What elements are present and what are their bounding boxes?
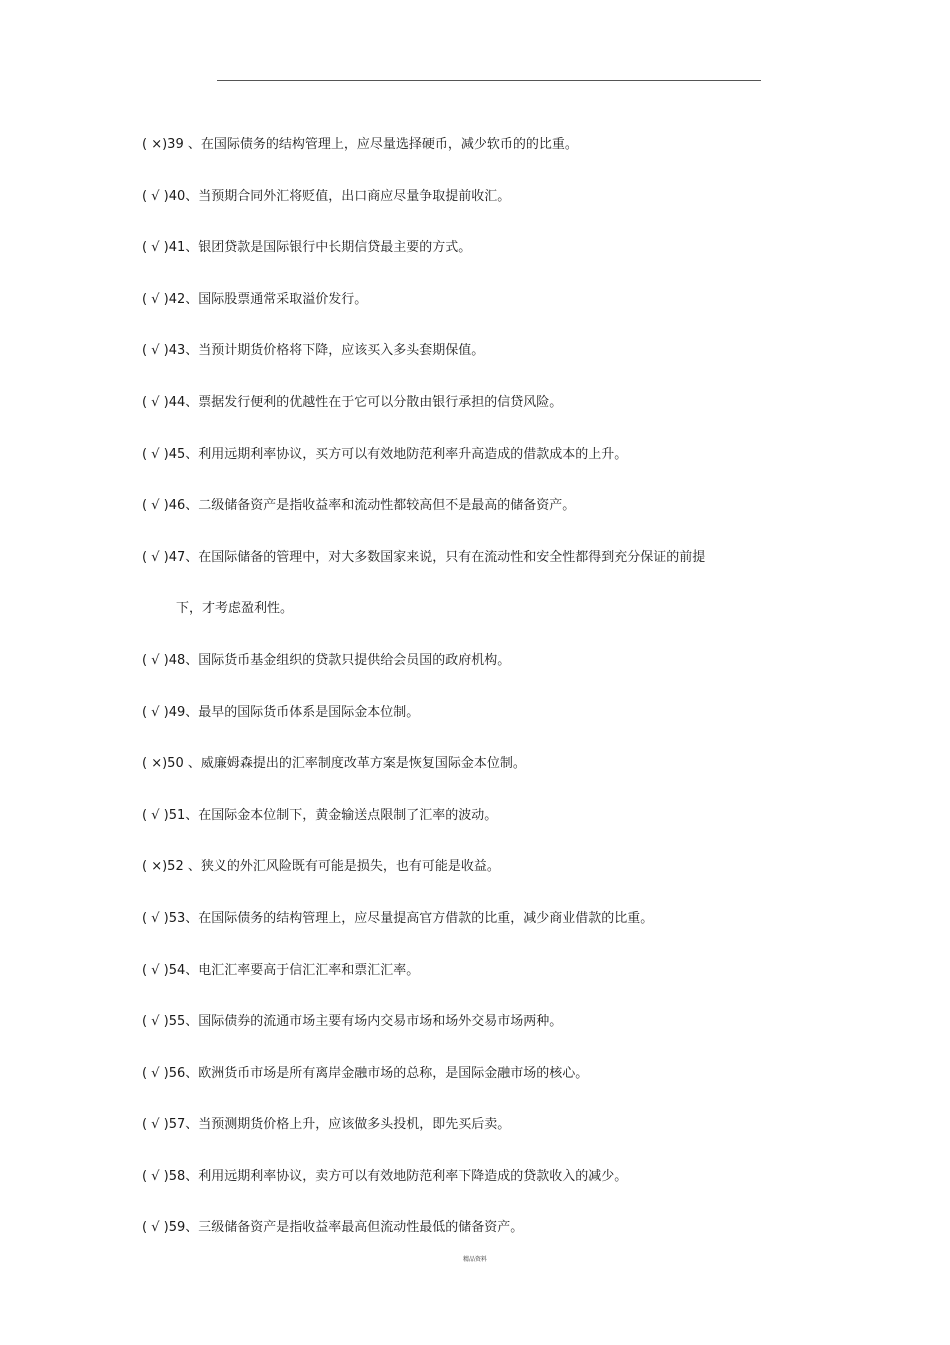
answer-mark: ( ×) [142,859,168,875]
separator: 、 [185,291,199,307]
question-number: 47 [168,549,186,565]
list-item [142,649,782,701]
question-text: 二级储备资产是指收益率和流动性都较高但不是最高的储备资产。 [198,498,576,514]
list-item [142,804,782,856]
list-item [142,185,782,237]
separator: 、 [185,1065,199,1081]
question-text: 电汇汇率要高于信汇汇率和票汇汇率。 [198,962,420,978]
list-item [142,288,782,340]
answer-mark: ( ×) [142,756,168,772]
question-list [142,133,782,1268]
question-number: 39 [167,137,184,152]
question-number: 43 [168,343,186,359]
list-item [142,1010,782,1062]
question-number: 56 [168,1065,186,1081]
separator: 、 [183,756,201,772]
list-item [142,701,782,753]
list-item [142,236,782,288]
separator: 、 [185,394,199,410]
question-text: 当预计期货价格将下降，应该买入多头套期保值。 [198,343,485,359]
list-item [142,752,782,804]
answer-mark: ( √ ) [142,498,169,514]
question-number: 54 [168,962,186,978]
question-number: 59 [168,1220,186,1236]
list-item [142,1165,782,1217]
separator: 、 [185,1014,199,1030]
list-item [142,391,782,443]
question-number: 42 [168,291,186,307]
separator: 、 [183,859,201,875]
list-item [142,133,782,185]
list-item [142,907,782,959]
question-number: 58 [168,1168,186,1184]
question-text: 国际债券的流通市场主要有场内交易市场和场外交易市场两种。 [198,1014,563,1030]
list-item-continuation [142,597,782,649]
answer-mark: ( √ ) [142,343,169,359]
list-item [142,443,782,495]
question-text: 最早的国际货币体系是国际金本位制。 [198,704,420,720]
separator: 、 [185,1168,199,1184]
question-number: 50 [167,756,184,772]
question-number: 41 [168,240,186,256]
answer-mark: ( √ ) [142,446,169,462]
question-text: 下，才考虑盈利性。 [176,601,294,617]
answer-mark: ( √ ) [142,549,169,565]
question-text: 票据发行便利的优越性在于它可以分散由银行承担的信贷风险。 [198,394,563,410]
separator: 、 [185,240,199,256]
question-number: 55 [168,1014,186,1030]
answer-mark: ( √ ) [142,394,169,410]
question-number: 45 [168,446,186,462]
question-text: 威廉姆森提出的汇率制度改革方案是恢复国际金本位制。 [200,756,526,772]
separator: 、 [185,188,199,204]
answer-mark: ( √ ) [142,1117,169,1133]
page-footer: 精品资料 [462,1256,487,1263]
list-item [142,1062,782,1114]
answer-mark: ( √ ) [142,1220,169,1236]
answer-mark: ( √ ) [142,704,169,720]
answer-mark: ( ×) [142,137,168,152]
separator: 、 [185,962,199,978]
question-text: 在国际债务的结构管理上，应尽量选择硬币，减少软币的的比重。 [200,137,578,152]
list-item [142,959,782,1011]
answer-mark: ( √ ) [142,1168,169,1184]
separator: 、 [185,704,199,720]
question-text: 当预期合同外汇将贬值，出口商应尽量争取提前收汇。 [198,188,511,204]
list-item [142,855,782,907]
separator: 、 [183,137,201,152]
separator: 、 [185,498,199,514]
answer-mark: ( √ ) [142,188,169,204]
question-number: 48 [168,652,186,668]
separator: 、 [185,343,199,359]
answer-mark: ( √ ) [142,910,169,926]
answer-mark: ( √ ) [142,291,169,307]
question-text: 当预测期货价格上升，应该做多头投机，即先买后卖。 [198,1117,511,1133]
answer-mark: ( √ ) [142,1065,169,1081]
question-text: 利用远期利率协议，卖方可以有效地防范利率下降造成的贷款收入的减少。 [198,1168,628,1184]
separator: 、 [185,446,199,462]
question-text: 欧洲货币市场是所有离岸金融市场的总称，是国际金融市场的核心。 [198,1065,589,1081]
separator: 、 [185,1117,199,1133]
separator: 、 [185,652,199,668]
question-text: 国际货币基金组织的贷款只提供给会员国的政府机构。 [198,652,511,668]
question-number: 53 [168,910,186,926]
separator: 、 [185,549,199,565]
answer-mark: ( √ ) [142,240,169,256]
question-text: 利用远期利率协议，买方可以有效地防范利率升高造成的借款成本的上升。 [198,446,628,462]
answer-mark: ( √ ) [142,1014,169,1030]
list-item [142,494,782,546]
question-text: 国际股票通常采取溢价发行。 [198,291,368,307]
answer-mark: ( √ ) [142,807,169,823]
list-item [142,339,782,391]
question-number: 57 [168,1117,186,1133]
question-number: 44 [168,394,186,410]
question-number: 46 [168,498,186,514]
question-text: 在国际债务的结构管理上，应尽量提高官方借款的比重，减少商业借款的比重。 [198,910,654,926]
question-text: 在国际储备的管理中，对大多数国家来说，只有在流动性和安全性都得到充分保证的前提 [198,549,706,565]
question-number: 51 [168,807,186,823]
separator: 、 [185,1220,199,1236]
separator: 、 [185,807,199,823]
question-number: 49 [168,704,186,720]
question-text: 三级储备资产是指收益率最高但流动性最低的储备资产。 [198,1220,524,1236]
separator: 、 [185,910,199,926]
question-number: 52 [167,859,184,875]
header-rule [217,80,761,81]
answer-mark: ( √ ) [142,652,169,668]
question-text: 狭义的外汇风险既有可能是损失，也有可能是收益。 [200,859,500,875]
list-item [142,1113,782,1165]
question-text: 银团贷款是国际银行中长期信贷最主要的方式。 [198,240,472,256]
question-number: 40 [168,188,186,204]
list-item [142,546,782,598]
question-text: 在国际金本位制下，黄金输送点限制了汇率的波动。 [198,807,498,823]
answer-mark: ( √ ) [142,962,169,978]
